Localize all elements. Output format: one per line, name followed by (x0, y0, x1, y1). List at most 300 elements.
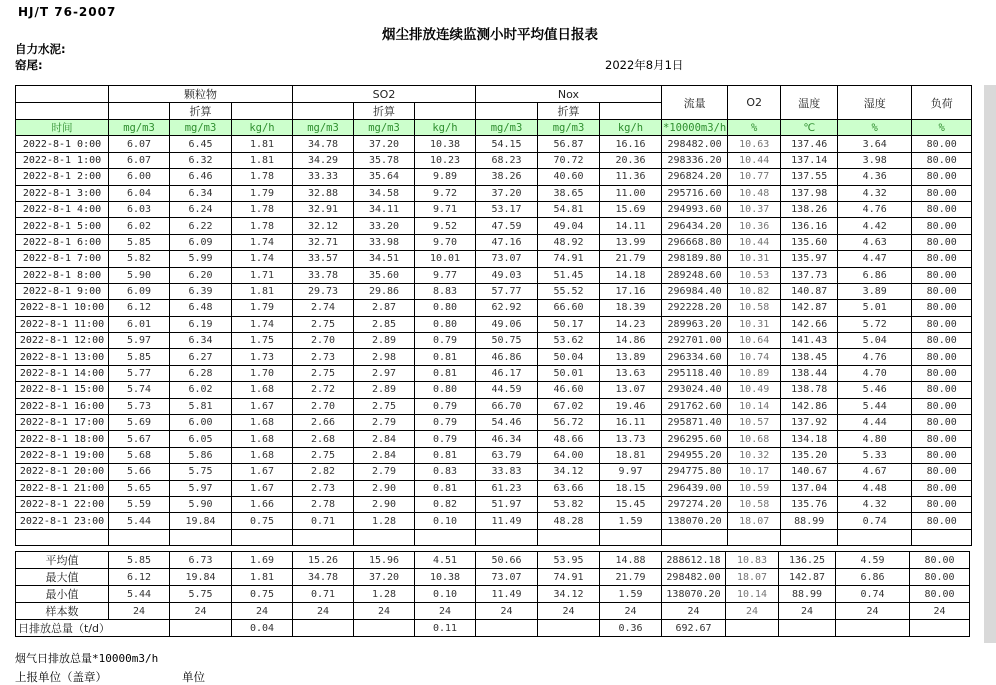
time-cell: 2022-8-1 14:00 (16, 365, 109, 381)
value-cell: 34.78 (293, 136, 354, 152)
value-cell: 10.01 (415, 251, 476, 267)
empty-cell (838, 529, 912, 545)
value-cell (779, 620, 836, 637)
value-cell (476, 620, 538, 637)
value-cell: 2.74 (293, 300, 354, 316)
value-cell: 10.68 (728, 431, 781, 447)
value-cell: 298482.00 (662, 569, 726, 586)
value-cell: 5.44 (109, 513, 170, 529)
value-cell: 6.45 (170, 136, 232, 152)
value-cell: 19.84 (170, 513, 232, 529)
value-cell: 24 (600, 603, 662, 620)
value-cell: 1.59 (600, 586, 662, 603)
table-row (16, 300, 972, 316)
value-cell: 6.27 (170, 349, 232, 365)
value-cell: 10.83 (726, 552, 779, 569)
value-cell: 138.26 (781, 201, 838, 217)
value-cell: 0.75 (232, 513, 293, 529)
value-cell: 16.16 (600, 136, 662, 152)
value-cell: 1.74 (232, 234, 293, 250)
value-cell: 54.15 (476, 136, 538, 152)
value-cell: 296668.80 (662, 234, 728, 250)
humidity-unit: % (838, 120, 912, 136)
value-cell: 50.66 (476, 552, 538, 569)
value-cell: 2.70 (293, 333, 354, 349)
value-cell: 0.10 (415, 586, 476, 603)
value-cell: 5.73 (109, 398, 170, 414)
time-cell: 2022-8-1 8:00 (16, 267, 109, 283)
value-cell: 6.12 (109, 300, 170, 316)
value-cell: 24 (726, 603, 779, 620)
value-cell: 38.26 (476, 169, 538, 185)
value-cell: 16.11 (600, 415, 662, 431)
value-cell: 138070.20 (662, 586, 726, 603)
value-cell: 20.36 (600, 152, 662, 168)
group-nox: Nox (476, 86, 662, 103)
load-unit: % (912, 120, 972, 136)
summary-row (16, 586, 970, 603)
value-cell: 29.86 (354, 283, 415, 299)
value-cell: 0.04 (232, 620, 293, 637)
table-row (16, 185, 972, 201)
value-cell: 8.83 (415, 283, 476, 299)
table-row (16, 218, 972, 234)
value-cell: 5.67 (109, 431, 170, 447)
value-cell: 0.81 (415, 447, 476, 463)
value-cell: 136.16 (781, 218, 838, 234)
value-cell: 33.98 (354, 234, 415, 250)
value-cell: 6.32 (170, 152, 232, 168)
value-cell: 1.74 (232, 316, 293, 332)
empty-row (16, 529, 972, 545)
value-cell: 80.00 (912, 333, 972, 349)
value-cell: 2.79 (354, 415, 415, 431)
value-cell: 14.88 (600, 552, 662, 569)
table-row (16, 316, 972, 332)
value-cell: 1.81 (232, 136, 293, 152)
value-cell: 2.90 (354, 496, 415, 512)
value-cell: 10.23 (415, 152, 476, 168)
value-cell: 1.74 (232, 251, 293, 267)
value-cell: 24 (170, 603, 232, 620)
value-cell: 50.17 (538, 316, 600, 332)
value-cell: 0.81 (415, 480, 476, 496)
value-cell: 80.00 (912, 415, 972, 431)
value-cell: 6.00 (109, 169, 170, 185)
value-cell: 5.44 (838, 398, 912, 414)
value-cell: 137.73 (781, 267, 838, 283)
value-cell: 11.00 (600, 185, 662, 201)
time-cell: 2022-8-1 5:00 (16, 218, 109, 234)
value-cell: 73.07 (476, 251, 538, 267)
value-cell: 11.49 (476, 513, 538, 529)
value-cell: 4.36 (838, 169, 912, 185)
value-cell: 5.44 (109, 586, 170, 603)
value-cell: 18.39 (600, 300, 662, 316)
value-cell: 6.48 (170, 300, 232, 316)
value-cell: 63.66 (538, 480, 600, 496)
value-cell: 3.98 (838, 152, 912, 168)
value-cell: 6.03 (109, 201, 170, 217)
time-cell: 2022-8-1 7:00 (16, 251, 109, 267)
value-cell: 14.18 (600, 267, 662, 283)
empty-cell (293, 529, 354, 545)
value-cell: 142.87 (781, 300, 838, 316)
value-cell: 2.98 (354, 349, 415, 365)
value-cell: 6.05 (170, 431, 232, 447)
report-date: 2022年8月1日 (605, 58, 684, 72)
empty-cell (912, 529, 972, 545)
value-cell: 296824.20 (662, 169, 728, 185)
value-cell: 0.79 (415, 333, 476, 349)
value-cell: 1.81 (232, 569, 293, 586)
value-cell: 9.77 (415, 267, 476, 283)
value-cell: 34.58 (354, 185, 415, 201)
summary-table (15, 551, 970, 637)
empty-cell (600, 529, 662, 545)
summary-rows (16, 552, 970, 637)
value-cell: 5.97 (170, 480, 232, 496)
value-cell: 2.84 (354, 447, 415, 463)
value-cell: 53.82 (538, 496, 600, 512)
value-cell: 34.12 (538, 586, 600, 603)
value-cell: 137.92 (781, 415, 838, 431)
value-cell: 142.66 (781, 316, 838, 332)
value-cell: 1.81 (232, 152, 293, 168)
value-cell: 48.92 (538, 234, 600, 250)
table-row (16, 349, 972, 365)
time-cell: 2022-8-1 18:00 (16, 431, 109, 447)
value-cell: 14.86 (600, 333, 662, 349)
unit-header-row (16, 120, 972, 136)
value-cell: 4.76 (838, 349, 912, 365)
value-cell: 50.75 (476, 333, 538, 349)
value-cell: 10.44 (728, 234, 781, 250)
value-cell: 4.63 (838, 234, 912, 250)
value-cell: 298482.00 (662, 136, 728, 152)
value-cell: 1.67 (232, 464, 293, 480)
value-cell: 0.80 (415, 382, 476, 398)
value-cell: 80.00 (912, 431, 972, 447)
value-cell: 288612.18 (662, 552, 726, 569)
value-cell: 44.59 (476, 382, 538, 398)
value-cell: 137.04 (781, 480, 838, 496)
value-cell: 137.55 (781, 169, 838, 185)
value-cell: 6.09 (170, 234, 232, 250)
value-cell: 56.72 (538, 415, 600, 431)
value-cell: 24 (662, 603, 726, 620)
value-cell: 0.74 (838, 513, 912, 529)
value-cell: 2.75 (293, 365, 354, 381)
value-cell: 80.00 (912, 218, 972, 234)
value-cell: 289248.60 (662, 267, 728, 283)
value-cell: 74.91 (538, 569, 600, 586)
value-cell: 32.88 (293, 185, 354, 201)
table-row (16, 333, 972, 349)
empty-header-cell (109, 103, 170, 120)
value-cell: 33.78 (293, 267, 354, 283)
hourly-data-table (15, 85, 972, 546)
value-cell: 5.97 (109, 333, 170, 349)
table-row (16, 496, 972, 512)
value-cell: 6.07 (109, 136, 170, 152)
value-cell: 80.00 (912, 136, 972, 152)
value-cell: 51.45 (538, 267, 600, 283)
time-cell: 2022-8-1 17:00 (16, 415, 109, 431)
value-cell: 141.43 (781, 333, 838, 349)
page-title: 烟尘排放连续监测小时平均值日报表 (382, 27, 598, 43)
empty-cell (170, 529, 232, 545)
value-cell: 296334.60 (662, 349, 728, 365)
value-cell: 294993.60 (662, 201, 728, 217)
value-cell: 10.89 (728, 365, 781, 381)
value-cell: 9.97 (600, 464, 662, 480)
value-cell: 1.79 (232, 300, 293, 316)
value-cell: 2.85 (354, 316, 415, 332)
value-cell: 34.11 (354, 201, 415, 217)
value-cell: 34.51 (354, 251, 415, 267)
time-cell: 2022-8-1 1:00 (16, 152, 109, 168)
report-unit-line (15, 669, 972, 685)
value-cell: 34.29 (293, 152, 354, 168)
value-cell: 6.07 (109, 152, 170, 168)
value-cell: 140.87 (781, 283, 838, 299)
value-cell: 6.20 (170, 267, 232, 283)
value-cell: 50.04 (538, 349, 600, 365)
value-cell: 54.46 (476, 415, 538, 431)
value-cell: 24 (354, 603, 415, 620)
value-cell: 138.78 (781, 382, 838, 398)
value-cell: 24 (293, 603, 354, 620)
value-cell: 10.38 (415, 136, 476, 152)
value-cell: 18.07 (728, 513, 781, 529)
so2-kgh-unit: kg/h (415, 120, 476, 136)
value-cell: 0.79 (415, 415, 476, 431)
value-cell: 1.59 (600, 513, 662, 529)
nox-unit: mg/m3 (476, 120, 538, 136)
value-cell: 80.00 (912, 365, 972, 381)
flow-unit: *10000m3/h (662, 120, 728, 136)
value-cell: 80.00 (912, 447, 972, 463)
value-cell: 80.00 (912, 480, 972, 496)
empty-cell (354, 529, 415, 545)
value-cell: 15.45 (600, 496, 662, 512)
value-cell: 1.69 (232, 552, 293, 569)
empty-cell (415, 529, 476, 545)
value-cell: 0.11 (415, 620, 476, 637)
value-cell: 1.66 (232, 496, 293, 512)
unit-label: 单位 (182, 670, 205, 685)
time-cell: 2022-8-1 21:00 (16, 480, 109, 496)
value-cell: 62.92 (476, 300, 538, 316)
value-cell: 24 (109, 603, 170, 620)
value-cell: 3.64 (838, 136, 912, 152)
value-cell: 37.20 (476, 185, 538, 201)
value-cell: 1.67 (232, 398, 293, 414)
value-cell: 6.22 (170, 218, 232, 234)
value-cell: 80.00 (912, 234, 972, 250)
value-cell: 1.78 (232, 201, 293, 217)
value-cell: 35.64 (354, 169, 415, 185)
pm-converted-label: 折算 (170, 103, 232, 120)
value-cell: 5.04 (838, 333, 912, 349)
time-cell: 2022-8-1 2:00 (16, 169, 109, 185)
value-cell: 5.99 (170, 251, 232, 267)
value-cell: 5.82 (109, 251, 170, 267)
value-cell: 2.75 (293, 447, 354, 463)
value-cell: 6.86 (838, 267, 912, 283)
value-cell: 0.83 (415, 464, 476, 480)
value-cell: 80.00 (912, 496, 972, 512)
value-cell: 24 (232, 603, 293, 620)
value-cell: 51.97 (476, 496, 538, 512)
empty-cell (538, 529, 600, 545)
value-cell: 46.34 (476, 431, 538, 447)
value-cell: 4.80 (838, 431, 912, 447)
value-cell: 18.15 (600, 480, 662, 496)
value-cell: 2.68 (293, 431, 354, 447)
value-cell: 6.19 (170, 316, 232, 332)
table-row (16, 136, 972, 152)
value-cell: 53.62 (538, 333, 600, 349)
value-cell: 9.71 (415, 201, 476, 217)
time-cell: 2022-8-1 13:00 (16, 349, 109, 365)
hourly-rows (16, 136, 972, 546)
table-row (16, 201, 972, 217)
group-so2: SO2 (293, 86, 476, 103)
value-cell: 47.59 (476, 218, 538, 234)
value-cell: 289963.20 (662, 316, 728, 332)
value-cell: 1.81 (232, 283, 293, 299)
value-cell: 15.26 (293, 552, 354, 569)
table-row (16, 283, 972, 299)
value-cell: 55.52 (538, 283, 600, 299)
value-cell: 10.14 (728, 398, 781, 414)
value-cell: 1.78 (232, 169, 293, 185)
value-cell: 54.81 (538, 201, 600, 217)
value-cell: 2.79 (354, 464, 415, 480)
value-cell: 2.70 (293, 398, 354, 414)
value-cell: 13.07 (600, 382, 662, 398)
time-cell: 2022-8-1 12:00 (16, 333, 109, 349)
value-cell: 5.85 (109, 234, 170, 250)
so2-converted-unit: mg/m3 (354, 120, 415, 136)
value-cell: 24 (476, 603, 538, 620)
value-cell: 296439.00 (662, 480, 728, 496)
nox-converted-unit: mg/m3 (538, 120, 600, 136)
table-row (16, 447, 972, 463)
value-cell: 0.80 (415, 316, 476, 332)
value-cell: 135.76 (781, 496, 838, 512)
value-cell: 2.66 (293, 415, 354, 431)
value-cell: 5.65 (109, 480, 170, 496)
nox-kgh-unit: kg/h (600, 120, 662, 136)
value-cell: 5.86 (170, 447, 232, 463)
value-cell: 296295.60 (662, 431, 728, 447)
summary-row (16, 603, 970, 620)
value-cell: 6.02 (170, 382, 232, 398)
value-cell: 35.78 (354, 152, 415, 168)
value-cell: 6.28 (170, 365, 232, 381)
value-cell: 10.49 (728, 382, 781, 398)
value-cell: 9.70 (415, 234, 476, 250)
daily-total-label: 日排放总量（t/d） (16, 620, 170, 637)
value-cell: 80.00 (912, 185, 972, 201)
value-cell: 50.01 (538, 365, 600, 381)
report-body (15, 85, 972, 685)
time-cell: 2022-8-1 0:00 (16, 136, 109, 152)
empty-cell (16, 529, 109, 545)
value-cell: 6.04 (109, 185, 170, 201)
so2-converted-label: 折算 (354, 103, 415, 120)
value-cell: 296984.40 (662, 283, 728, 299)
report-unit-label: 上报单位（盖章） (15, 670, 107, 685)
value-cell: 17.16 (600, 283, 662, 299)
value-cell: 32.12 (293, 218, 354, 234)
value-cell: 80.00 (910, 569, 970, 586)
value-cell: 0.75 (232, 586, 293, 603)
value-cell: 80.00 (912, 283, 972, 299)
value-cell: 6.01 (109, 316, 170, 332)
value-cell: 10.58 (728, 300, 781, 316)
value-cell: 296434.20 (662, 218, 728, 234)
value-cell: 10.77 (728, 169, 781, 185)
value-cell: 10.31 (728, 316, 781, 332)
col-o2: O2 (728, 86, 781, 120)
value-cell: 46.86 (476, 349, 538, 365)
empty-header-cell (415, 103, 476, 120)
value-cell: 0.79 (415, 398, 476, 414)
value-cell: 4.32 (838, 496, 912, 512)
value-cell: 21.79 (600, 569, 662, 586)
value-cell: 46.60 (538, 382, 600, 398)
value-cell: 6.02 (109, 218, 170, 234)
value-cell: 34.12 (538, 464, 600, 480)
value-cell: 134.18 (781, 431, 838, 447)
value-cell: 142.86 (781, 398, 838, 414)
value-cell: 10.44 (728, 152, 781, 168)
value-cell: 24 (779, 603, 836, 620)
value-cell: 46.17 (476, 365, 538, 381)
value-cell: 1.68 (232, 447, 293, 463)
value-cell: 6.34 (170, 333, 232, 349)
value-cell: 49.03 (476, 267, 538, 283)
value-cell: 15.96 (354, 552, 415, 569)
value-cell: 0.36 (600, 620, 662, 637)
value-cell: 3.89 (838, 283, 912, 299)
value-cell: 80.00 (912, 169, 972, 185)
value-cell: 33.33 (293, 169, 354, 185)
value-cell: 66.70 (476, 398, 538, 414)
value-cell: 4.47 (838, 251, 912, 267)
value-cell: 80.00 (912, 251, 972, 267)
value-cell: 10.59 (728, 480, 781, 496)
value-cell: 10.64 (728, 333, 781, 349)
value-cell: 140.67 (781, 464, 838, 480)
group-pm: 颗粒物 (109, 86, 293, 103)
value-cell: 9.52 (415, 218, 476, 234)
value-cell: 137.14 (781, 152, 838, 168)
time-cell: 2022-8-1 9:00 (16, 283, 109, 299)
value-cell: 6.09 (109, 283, 170, 299)
value-cell: 24 (910, 603, 970, 620)
value-cell: 135.20 (781, 447, 838, 463)
value-cell: 2.75 (354, 398, 415, 414)
empty-cell (109, 529, 170, 545)
table-row (16, 267, 972, 283)
value-cell: 0.81 (415, 365, 476, 381)
value-cell: 80.00 (912, 398, 972, 414)
